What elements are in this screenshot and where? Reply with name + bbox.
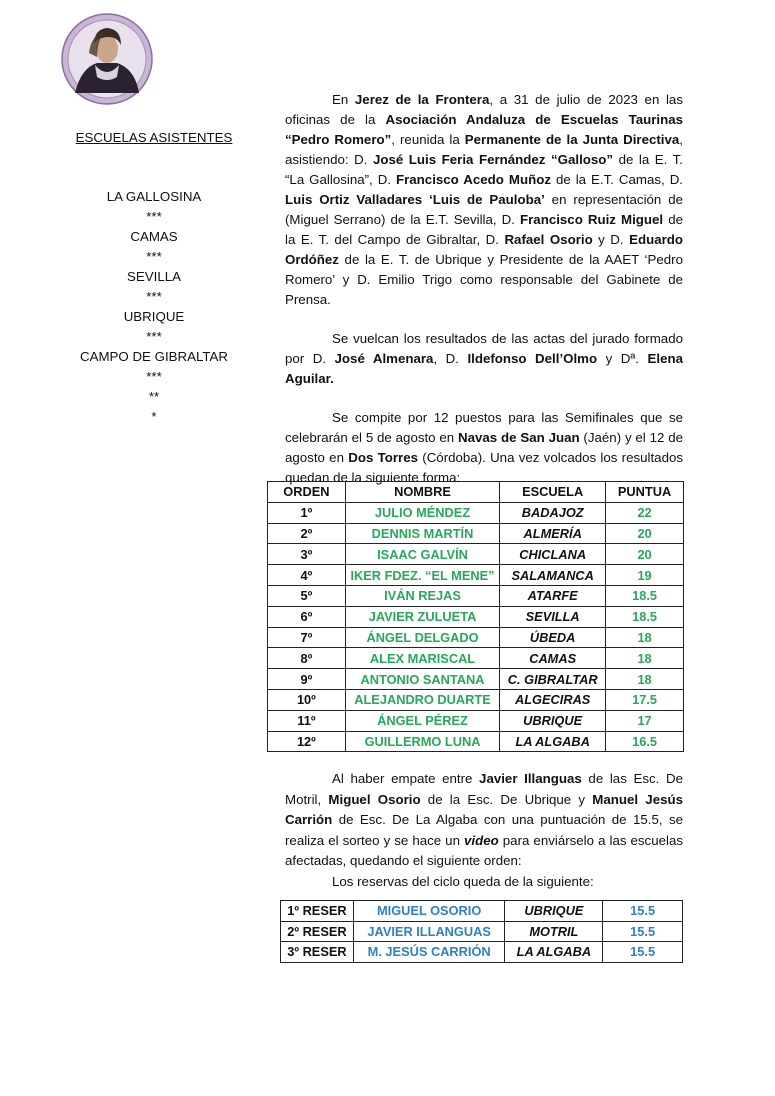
score-cell: 15.5 bbox=[603, 921, 683, 942]
table-header-row bbox=[268, 482, 684, 503]
portrait-medallion-logo bbox=[61, 13, 153, 105]
rank-cell: 9º bbox=[268, 669, 346, 690]
reserves-table bbox=[280, 900, 683, 963]
score-cell: 18 bbox=[606, 669, 684, 690]
table-row bbox=[268, 606, 684, 627]
separator-entry: *** bbox=[146, 369, 162, 384]
table-row bbox=[268, 689, 684, 710]
school-cell: UBRIQUE bbox=[505, 901, 603, 922]
name-cell: ÁNGEL PÉREZ bbox=[345, 710, 499, 731]
score-cell: 17.5 bbox=[606, 689, 684, 710]
table-row bbox=[268, 502, 684, 523]
separator-entry: *** bbox=[146, 249, 162, 264]
school-entry: SEVILLA bbox=[127, 269, 181, 284]
name-cell: ALEX MARISCAL bbox=[345, 648, 499, 669]
table-row bbox=[268, 585, 684, 606]
school-cell: UBRIQUE bbox=[500, 710, 606, 731]
school-cell: ALGECIRAS bbox=[500, 689, 606, 710]
score-cell: 18.5 bbox=[606, 606, 684, 627]
table-row bbox=[268, 669, 684, 690]
school-cell: LA ALGABA bbox=[500, 731, 606, 752]
separator-entry: *** bbox=[146, 329, 162, 344]
rank-cell: 8º bbox=[268, 648, 346, 669]
school-entry: CAMPO DE GIBRALTAR bbox=[79, 349, 228, 364]
table-row bbox=[268, 523, 684, 544]
rank-cell: 6º bbox=[268, 606, 346, 627]
score-cell: 16.5 bbox=[606, 731, 684, 752]
name-cell: GUILLERMO LUNA bbox=[345, 731, 499, 752]
school-cell: C. GIBRALTAR bbox=[500, 669, 606, 690]
school-cell: LA ALGABA bbox=[505, 942, 603, 963]
table-row bbox=[268, 565, 684, 586]
school-cell: SALAMANCA bbox=[500, 565, 606, 586]
meeting-paragraph: En Jerez de la Frontera, a 31 de julio de 2023 en las oficinas de la Asociación Andaluza de Escuelas Taurinas “Pedro Romero”, reunida la Permanente de la Junta Directiva, asistiendo: D. José Luis Feria Fernández “Galloso” de la E. T. “La Gallosina”, D. Francisco Acedo Muñoz de la E.T. Camas, D. Luis Ortiz Valladares ‘Luis de Pauloba’ en representación de (Miguel Serrano) de la E.T. Sevilla, D. Francisco Ruiz Miguel de la E. T. del Campo de Gibraltar, D. Rafael Osorio y D. Eduardo Ordóñez de la E. T. de Ubrique y Presidente de la AAET ‘Pedro Romero’ y D. Emilio Trigo como responsable del Gabinete de Prensa. bbox=[285, 92, 684, 307]
portrait-medallion-icon bbox=[61, 13, 153, 105]
table-row bbox=[268, 731, 684, 752]
rank-cell: 3º bbox=[268, 544, 346, 565]
tiebreak-text bbox=[285, 769, 683, 892]
header-orden: ORDEN bbox=[268, 482, 346, 503]
reserves-intro: Los reservas del ciclo queda de la siguiente: bbox=[332, 873, 594, 889]
rank-cell: 1º bbox=[268, 502, 346, 523]
header-puntua: PUNTUA bbox=[606, 482, 684, 503]
school-cell: MOTRIL bbox=[505, 921, 603, 942]
name-cell: IKER FDEZ. “EL MENE” bbox=[345, 565, 499, 586]
rank-cell: 5º bbox=[268, 585, 346, 606]
school-cell: ATARFE bbox=[500, 585, 606, 606]
school-cell: ÚBEDA bbox=[500, 627, 606, 648]
rank-cell: 10º bbox=[268, 689, 346, 710]
score-cell: 15.5 bbox=[603, 942, 683, 963]
rank-cell: 2º bbox=[268, 523, 346, 544]
table-row bbox=[281, 942, 683, 963]
school-cell: CAMAS bbox=[500, 648, 606, 669]
main-body-text bbox=[285, 90, 683, 488]
school-cell: CHICLANA bbox=[500, 544, 606, 565]
score-cell: 19 bbox=[606, 565, 684, 586]
name-cell: DENNIS MARTÍN bbox=[345, 523, 499, 544]
score-cell: 18 bbox=[606, 627, 684, 648]
score-cell: 18.5 bbox=[606, 585, 684, 606]
name-cell: JULIO MÉNDEZ bbox=[345, 502, 499, 523]
separator-entry: ** bbox=[148, 389, 160, 404]
name-cell: MIGUEL OSORIO bbox=[353, 901, 505, 922]
results-table bbox=[267, 481, 684, 752]
rank-cell: 12º bbox=[268, 731, 346, 752]
separator-entry: *** bbox=[146, 209, 162, 224]
name-cell: ALEJANDRO DUARTE bbox=[345, 689, 499, 710]
tiebreak-paragraph: Al haber empate entre Javier Illanguas de las Esc. De Motril, Miguel Osorio de la Esc. De Ubrique y Manuel Jesús Carrión de Esc. De La Algaba con una puntuación de 15.5, se realiza el sorteo y se hace un video para enviárselo a las escuelas afectadas, quedando el siguiente orden: bbox=[285, 771, 683, 868]
separator-entry: * bbox=[151, 409, 157, 424]
table-row bbox=[268, 627, 684, 648]
school-entry: CAMAS bbox=[130, 229, 178, 244]
school-cell: SEVILLA bbox=[500, 606, 606, 627]
header-nombre: NOMBRE bbox=[345, 482, 499, 503]
table-row bbox=[281, 901, 683, 922]
jury-paragraph: Se vuelcan los resultados de las actas del jurado formado por D. José Almenara, D. Ildefonso Dell’Olmo y Dª. Elena Aguilar. bbox=[285, 331, 683, 386]
name-cell: M. JESÚS CARRIÓN bbox=[353, 942, 505, 963]
separator-entry: *** bbox=[146, 289, 162, 304]
score-cell: 15.5 bbox=[603, 901, 683, 922]
attending-schools-column bbox=[40, 128, 268, 427]
name-cell: ISAAC GALVÍN bbox=[345, 544, 499, 565]
school-cell: ALMERÍA bbox=[500, 523, 606, 544]
school-entry: LA GALLOSINA bbox=[106, 189, 202, 204]
score-cell: 22 bbox=[606, 502, 684, 523]
school-entry: UBRIQUE bbox=[123, 309, 185, 324]
name-cell: ÁNGEL DELGADO bbox=[345, 627, 499, 648]
name-cell: JAVIER ZULUETA bbox=[345, 606, 499, 627]
score-cell: 18 bbox=[606, 648, 684, 669]
rank-cell: 3º RESER bbox=[281, 942, 354, 963]
rank-cell: 4º bbox=[268, 565, 346, 586]
school-cell: BADAJOZ bbox=[500, 502, 606, 523]
rank-cell: 11º bbox=[268, 710, 346, 731]
rank-cell: 7º bbox=[268, 627, 346, 648]
attending-schools-heading: ESCUELAS ASISTENTES bbox=[75, 130, 233, 145]
rank-cell: 2º RESER bbox=[281, 921, 354, 942]
name-cell: ANTONIO SANTANA bbox=[345, 669, 499, 690]
rank-cell: 1º RESER bbox=[281, 901, 354, 922]
table-row bbox=[268, 544, 684, 565]
table-row bbox=[281, 921, 683, 942]
header-escuela: ESCUELA bbox=[500, 482, 606, 503]
score-cell: 20 bbox=[606, 544, 684, 565]
semifinals-paragraph: Se compite por 12 puestos para las Semifinales que se celebrarán el 5 de agosto en Navas de San Juan (Jaén) y el 12 de agosto en Dos Torres (Córdoba). Una vez volcados los resultados quedan de la siguiente forma: bbox=[285, 410, 684, 485]
table-row bbox=[268, 710, 684, 731]
score-cell: 20 bbox=[606, 523, 684, 544]
score-cell: 17 bbox=[606, 710, 684, 731]
table-row bbox=[268, 648, 684, 669]
name-cell: IVÁN REJAS bbox=[345, 585, 499, 606]
name-cell: JAVIER ILLANGUAS bbox=[353, 921, 505, 942]
